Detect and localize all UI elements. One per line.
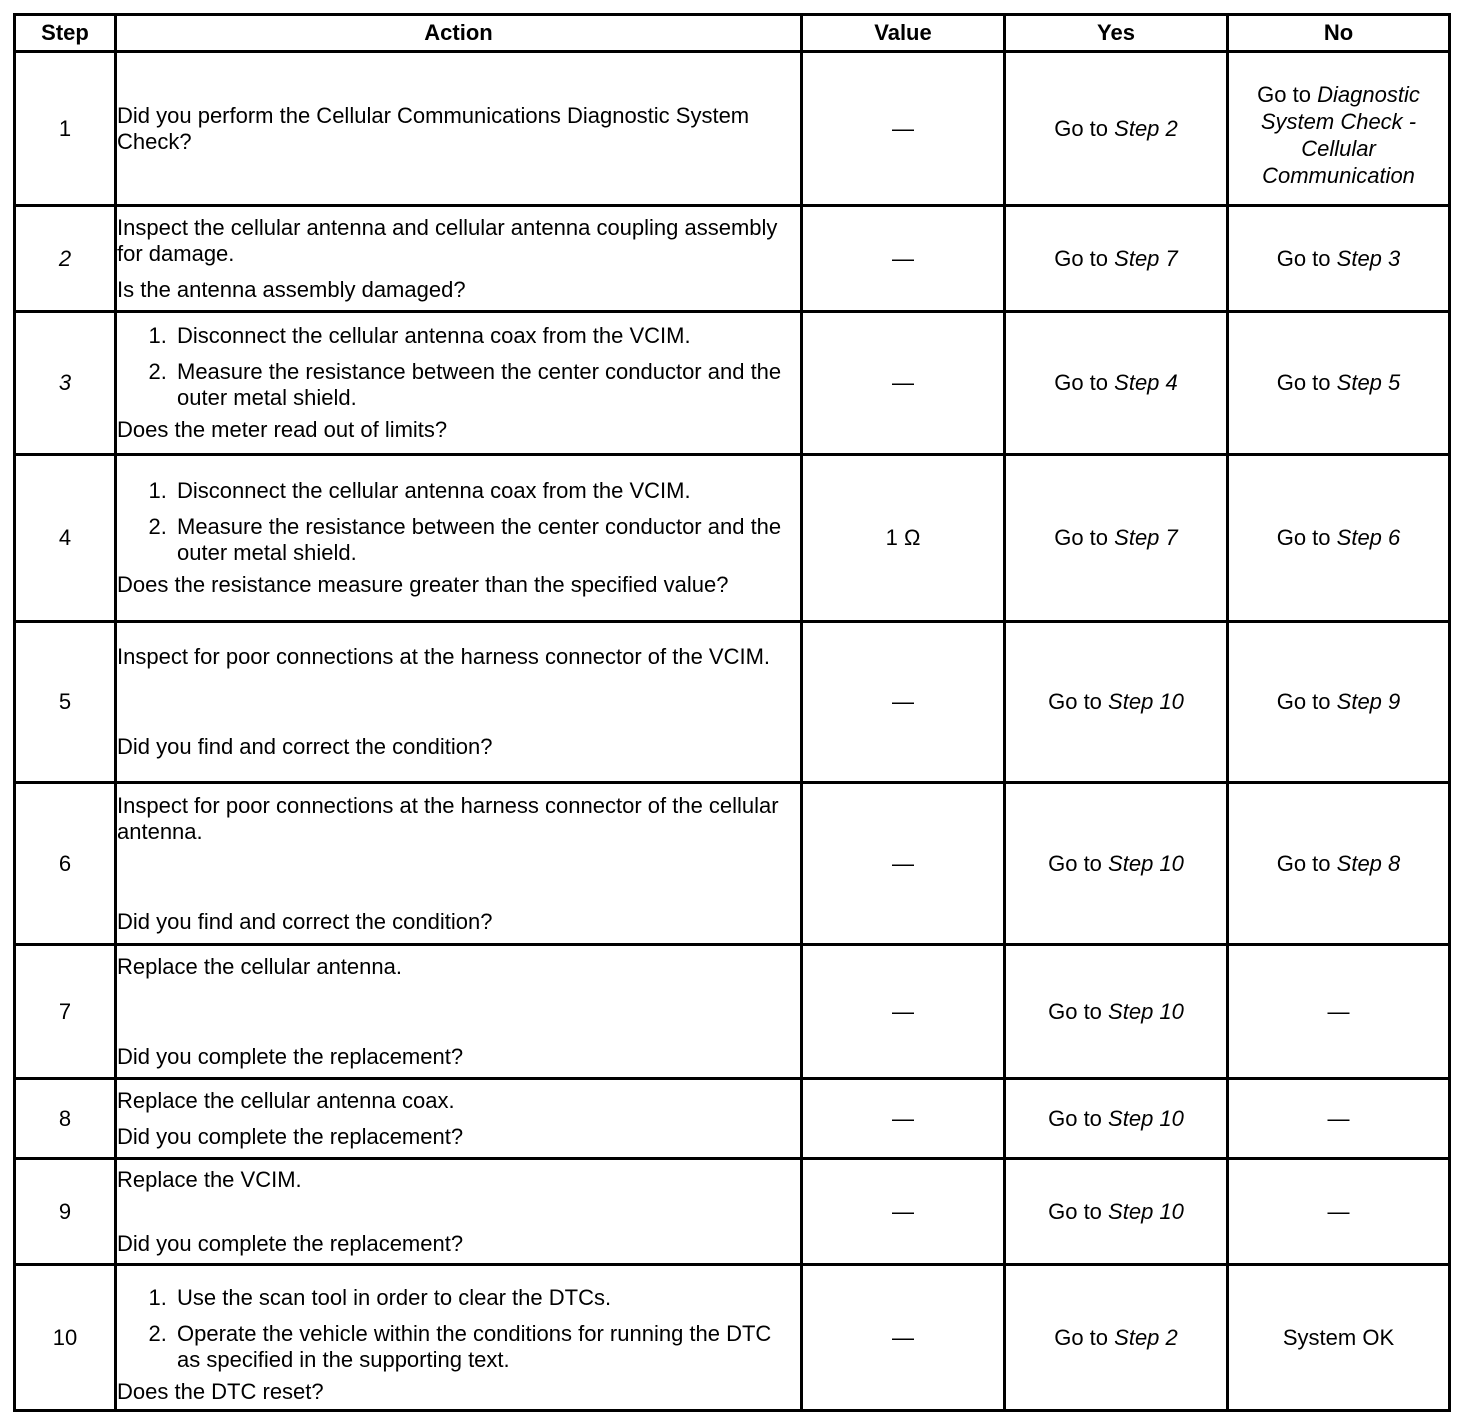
no-cell [1228, 622, 1450, 783]
table-row-step-8 [15, 1079, 1450, 1159]
yes-prefix: Go to [1048, 850, 1102, 876]
action-cell [116, 622, 802, 783]
step-number: 5 [15, 622, 116, 783]
header-row [15, 15, 1450, 52]
yes-cell [1005, 945, 1228, 1079]
no-cell [1228, 52, 1450, 206]
yes-cell [1005, 1079, 1228, 1159]
table-row-step-10 [15, 1265, 1450, 1411]
no-step-link[interactable]: Step 6 [1336, 525, 1401, 550]
action-question: Did you find and correct the condition? [117, 908, 493, 934]
table-row-step-1 [15, 52, 1450, 206]
value-cell: — [802, 206, 1005, 312]
action-steps-list [117, 1285, 800, 1373]
list-item: 1. Disconnect the cellular antenna coax from the VCIM. [173, 323, 800, 349]
step-number: 1 [15, 52, 116, 206]
action-text: Replace the cellular antenna. [117, 953, 402, 979]
action-question: Did you complete the replacement? [117, 1230, 464, 1256]
yes-step-link[interactable]: Step 2 [1114, 1324, 1178, 1350]
yes-step-link[interactable]: Step 7 [1114, 525, 1178, 550]
header-yes: Yes [1005, 15, 1228, 52]
table-row-step-4 [15, 455, 1450, 622]
action-cell [116, 945, 802, 1079]
no-prefix: Go to [1276, 689, 1331, 714]
action-steps-list [117, 478, 800, 566]
yes-prefix: Go to [1048, 1105, 1102, 1131]
action-cell [116, 312, 802, 455]
value-cell: — [802, 945, 1005, 1079]
action-cell [116, 1159, 802, 1265]
no-prefix: Go to [1257, 82, 1311, 107]
yes-prefix: Go to [1054, 370, 1109, 395]
no-prefix: Go to [1276, 245, 1331, 271]
no-cell: — [1228, 945, 1450, 1079]
no-cell [1228, 455, 1450, 622]
list-item: 2. Measure the resistance between the center conductor and the outer metal shield. [173, 514, 800, 566]
yes-step-link[interactable]: Step 2 [1114, 115, 1178, 141]
no-cell [1228, 783, 1450, 945]
diagnostic-table [13, 13, 1451, 1412]
action-text: Inspect for poor connections at the harness connector of the VCIM. [117, 644, 771, 669]
step-number: 3 [15, 312, 116, 455]
no-step-link[interactable]: Step 5 [1336, 370, 1401, 395]
yes-cell [1005, 1265, 1228, 1411]
yes-step-link[interactable]: Step 10 [1108, 850, 1184, 876]
action-cell [116, 455, 802, 622]
header-value: Value [802, 15, 1005, 52]
yes-prefix: Go to [1054, 245, 1109, 271]
table-row-step-9 [15, 1159, 1450, 1265]
action-cell [116, 783, 802, 945]
value-cell: — [802, 52, 1005, 206]
yes-cell [1005, 783, 1228, 945]
table-row-step-7 [15, 945, 1450, 1079]
step-number: 10 [15, 1265, 116, 1411]
value-cell: — [802, 1159, 1005, 1265]
yes-cell [1005, 622, 1228, 783]
list-item: 1. Use the scan tool in order to clear the DTCs. [173, 1285, 800, 1311]
yes-cell [1005, 1159, 1228, 1265]
table-row-step-5 [15, 622, 1450, 783]
action-cell [116, 1265, 802, 1411]
header-action: Action [116, 15, 802, 52]
step-number: 8 [15, 1079, 116, 1159]
diagnostic-table-page [13, 13, 1448, 1412]
yes-prefix: Go to [1054, 115, 1109, 141]
yes-prefix: Go to [1048, 998, 1102, 1024]
no-prefix: Go to [1276, 525, 1331, 550]
value-cell: — [802, 312, 1005, 455]
no-prefix: Go to [1276, 370, 1331, 395]
yes-step-link[interactable]: Step 10 [1108, 1105, 1184, 1131]
yes-prefix: Go to [1054, 525, 1109, 550]
step-number: 9 [15, 1159, 116, 1265]
no-cell: System OK [1228, 1265, 1450, 1411]
action-text: Inspect the cellular antenna and cellular antenna coupling assembly for damage. [117, 214, 778, 266]
action-question: Is the antenna assembly damaged? [117, 276, 466, 302]
table-row-step-3 [15, 312, 1450, 455]
step-number: 4 [15, 455, 116, 622]
list-item: 2. Measure the resistance between the center conductor and the outer metal shield. [173, 359, 800, 411]
yes-cell [1005, 206, 1228, 312]
yes-step-link[interactable]: Step 10 [1108, 1198, 1184, 1224]
no-cell [1228, 312, 1450, 455]
action-steps-list [117, 323, 800, 411]
yes-step-link[interactable]: Step 4 [1114, 370, 1178, 395]
value-cell: — [802, 1265, 1005, 1411]
table-row-step-2 [15, 206, 1450, 312]
yes-step-link[interactable]: Step 7 [1114, 245, 1178, 271]
value-cell: — [802, 1079, 1005, 1159]
action-cell [116, 52, 802, 206]
no-step-link[interactable]: Step 3 [1336, 245, 1401, 271]
no-cell: — [1228, 1159, 1450, 1265]
action-question: Did you complete the replacement? [117, 1123, 464, 1149]
yes-step-link[interactable]: Step 10 [1108, 689, 1184, 714]
step-number: 7 [15, 945, 116, 1079]
header-no: No [1228, 15, 1450, 52]
list-item: 1. Disconnect the cellular antenna coax from the VCIM. [173, 478, 800, 504]
action-cell [116, 206, 802, 312]
yes-prefix: Go to [1048, 1198, 1102, 1224]
yes-cell [1005, 455, 1228, 622]
value-cell: — [802, 783, 1005, 945]
step-number: 6 [15, 783, 116, 945]
action-cell [116, 1079, 802, 1159]
yes-step-link[interactable]: Step 10 [1108, 998, 1184, 1024]
action-question: Does the meter read out of limits? [117, 417, 448, 442]
yes-prefix: Go to [1048, 689, 1102, 714]
no-prefix: Go to [1276, 850, 1331, 876]
action-text: Inspect for poor connections at the harness connector of the cellular antenna. [117, 792, 779, 844]
no-step-link[interactable]: Step 8 [1336, 850, 1401, 876]
yes-prefix: Go to [1054, 1324, 1109, 1350]
step-number: 2 [15, 206, 116, 312]
action-question: Did you find and correct the condition? [117, 734, 493, 759]
action-question: Did you complete the replacement? [117, 1043, 464, 1069]
action-question: Does the resistance measure greater than the specified value? [117, 572, 729, 597]
value-cell: 1 Ω [802, 455, 1005, 622]
action-question: Does the DTC reset? [117, 1378, 324, 1404]
yes-cell [1005, 52, 1228, 206]
no-step-link[interactable]: Diagnostic System Check - Cellular Communication [1260, 82, 1420, 188]
action-text: Replace the VCIM. [117, 1166, 302, 1192]
action-text: Did you perform the Cellular Communications Diagnostic System Check? [117, 102, 750, 154]
yes-cell [1005, 312, 1228, 455]
no-step-link[interactable]: Step 9 [1336, 689, 1401, 714]
value-cell: — [802, 622, 1005, 783]
header-step: Step [15, 15, 116, 52]
table-row-step-6 [15, 783, 1450, 945]
action-text: Replace the cellular antenna coax. [117, 1087, 455, 1113]
no-cell: — [1228, 1079, 1450, 1159]
list-item: 2. Operate the vehicle within the conditions for running the DTC as specified in the supporting text. [173, 1321, 800, 1373]
no-cell [1228, 206, 1450, 312]
